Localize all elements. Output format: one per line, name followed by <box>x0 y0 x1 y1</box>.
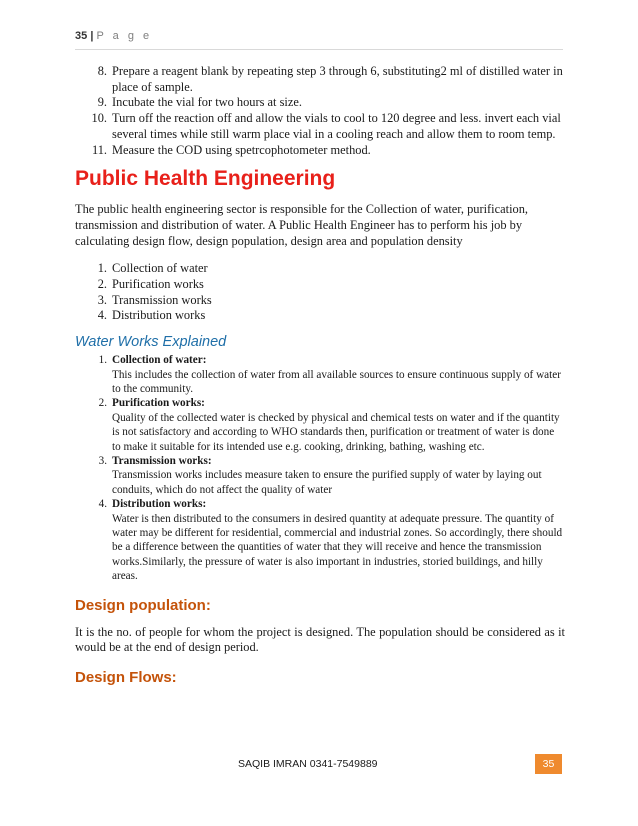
list-item-number: 11. <box>91 142 107 157</box>
list-item <box>75 497 565 583</box>
list-item-text: Collection of water <box>112 261 208 276</box>
list-item <box>75 143 565 159</box>
list-item-text: Measure the COD using spetrcophotometer method. <box>112 142 371 157</box>
list-item <box>75 95 565 111</box>
header-page-number: 35 <box>75 30 88 42</box>
list-item-text: Purification works <box>112 277 204 292</box>
header-page-word: P a g e <box>96 30 153 42</box>
works-explained-list <box>75 353 565 584</box>
header-separator: | <box>90 30 94 42</box>
section-heading-public-health: Public Health Engineering <box>75 167 336 191</box>
list-item-number: 1. <box>98 354 107 367</box>
list-item-number: 2. <box>97 277 107 292</box>
procedure-steps-list <box>75 64 565 158</box>
page-header <box>75 30 563 50</box>
footer-page-number-box: 35 <box>535 754 562 774</box>
page-content <box>75 64 565 687</box>
list-item-text: This includes the collection of water from all available sources to ensure continuous supply of water to the community. <box>112 368 561 395</box>
list-item <box>75 277 565 293</box>
list-item <box>75 353 565 396</box>
list-item-number: 10. <box>91 111 107 126</box>
list-item-number: 3. <box>98 454 107 467</box>
works-list <box>75 261 565 324</box>
design-population-paragraph: It is the no. of people for whom the project is designed. The population should be considered as it would be at the end of design period. <box>75 624 565 655</box>
list-item-text: Transmission works includes measure taken to ensure the purified supply of water by laying out conduits, which do not affect the quality of water <box>112 469 542 496</box>
list-item <box>75 111 565 142</box>
list-item-title: Purification works: <box>112 397 205 410</box>
heading-design-population: Design population: <box>75 596 211 614</box>
list-item <box>75 308 565 324</box>
list-item-text: Incubate the vial for two hours at size. <box>112 95 302 110</box>
list-item-text: Turn off the reaction off and allow the vials to cool to 120 degree and less. invert each vial several times while still warm place vial in a cooling reach and allow them to room temp. <box>112 111 561 141</box>
list-item-text: Water is then distributed to the consumers in desired quantity at adequate pressure. The quantity of water may be different for residential, commercial and industrial zones. So accordingly, there should be a difference between the quantities of water that they will receive and hence the transmission works.Similarly, the pressure of water is also important in industries, storied buildings, and hilly areas. <box>112 512 563 583</box>
list-item-number: 9. <box>97 95 107 110</box>
list-item <box>75 293 565 309</box>
list-item-number: 4. <box>98 498 107 511</box>
list-item-number: 4. <box>97 308 107 323</box>
list-item-number: 1. <box>97 261 107 276</box>
list-item <box>75 454 565 497</box>
list-item <box>75 261 565 277</box>
list-item-title: Distribution works: <box>112 498 207 511</box>
list-item-text: Distribution works <box>112 308 206 323</box>
heading-design-flows: Design Flows: <box>75 669 177 687</box>
list-item-number: 3. <box>97 292 107 307</box>
footer-author: SAQIB IMRAN 0341-7549889 <box>238 758 378 770</box>
list-item-text: Transmission works <box>112 292 212 307</box>
page-footer <box>0 754 638 774</box>
list-item-text: Prepare a reagent blank by repeating step 3 through 6, substituting2 ml of distilled water in place of sample. <box>112 64 563 94</box>
list-item-title: Collection of water: <box>112 354 207 367</box>
list-item-number: 2. <box>98 397 107 410</box>
list-item-number: 8. <box>97 64 107 78</box>
list-item-title: Transmission works: <box>112 454 212 467</box>
list-item <box>75 396 565 454</box>
subheading-water-works: Water Works Explained <box>75 334 227 351</box>
list-item-text: Quality of the collected water is checked by physical and chemical tests on water and if the quantity is not satisfactory and according to WHO standards then, purification or treatment of water is done to make it suitable for its intended use e.g. cooking, drinking, bathing, washing etc. <box>112 411 560 453</box>
intro-paragraph: The public health engineering sector is responsible for the Collection of water, purification, transmission and distribution of water. A Public Health Engineer has to perform his job by calculating design flow, design population, design area and population density <box>75 202 528 248</box>
list-item <box>75 64 565 95</box>
